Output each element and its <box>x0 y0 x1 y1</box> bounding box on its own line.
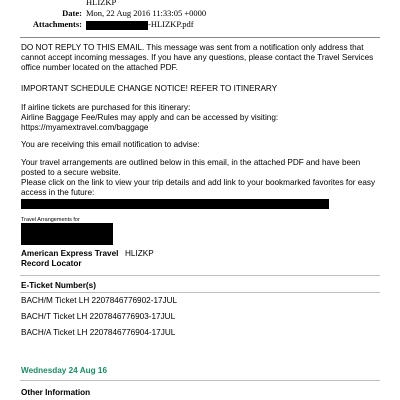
subject-fragment: HLIZKP <box>86 0 117 7</box>
attachments-row <box>0 19 400 29</box>
header-divider <box>20 37 380 38</box>
no-reply-notice: DO NOT REPLY TO THIS EMAIL. This message was sent from a notification only address that cannot accept incoming messages. If you have any questions, please contact the Travel Services office number located on the attached PDF. <box>21 43 374 72</box>
redacted-link[interactable] <box>21 199 329 209</box>
receiving-notice: You are receiving this email notification to advise: <box>21 140 200 149</box>
record-locator-label <box>21 249 131 269</box>
itinerary-date-heading: Wednesday 24 Aug 16 <box>21 366 108 375</box>
section-divider <box>20 292 380 293</box>
baggage-line-2: Airline Baggage Fee/Rules may apply and can be accessed by visiting: <box>21 113 279 122</box>
record-locator-label-line-1: American Express Travel <box>21 249 119 258</box>
travel-arrangements-for-label: Travel Arrangements for <box>21 217 80 223</box>
schedule-change-notice: IMPORTANT SCHEDULE CHANGE NOTICE! REFER TO ITINERARY <box>21 84 278 93</box>
date-row <box>0 8 400 18</box>
eticket-heading: E-Ticket Number(s) <box>21 281 96 290</box>
ticket-line: BACH/A Ticket LH 2207846776904-17JUL <box>21 328 176 337</box>
other-information-heading: Other Information <box>21 388 91 397</box>
attachment-link[interactable] <box>86 19 194 30</box>
date-value: Mon, 22 Aug 2016 11:33:05 +0000 <box>86 8 207 18</box>
section-divider <box>20 275 380 276</box>
attachment-filename-suffix: -HLIZKP.pdf <box>148 19 194 29</box>
record-locator-value: HLIZKP <box>125 249 154 258</box>
ticket-line: BACH/M Ticket LH 2207846776902-17JUL <box>21 296 178 305</box>
redacted-traveler-name <box>21 223 113 245</box>
date-label: Date: <box>62 8 82 18</box>
ticket-line: BACH/T Ticket LH 2207846776903-17JUL <box>21 312 176 321</box>
arrangements-notice: Your travel arrangements are outlined below in this email, in the attached PDF and have been posted to a secure website. <box>21 158 361 177</box>
record-locator-label-line-2: Record Locator <box>21 259 82 268</box>
baggage-url[interactable]: https://myamextravel.com/baggage <box>21 123 149 132</box>
attachments-label: Attachments: <box>32 19 82 29</box>
redacted-box <box>86 21 148 30</box>
arrangements-info <box>21 158 386 198</box>
section-divider <box>20 380 380 381</box>
click-notice: Please click on the link to view your trip details and add link to your bookmarked favorites for easy access in the future: <box>21 178 376 197</box>
baggage-line-1: If airline tickets are purchased for this itinerary: <box>21 103 191 112</box>
baggage-info <box>21 103 386 133</box>
email-header <box>0 0 400 32</box>
